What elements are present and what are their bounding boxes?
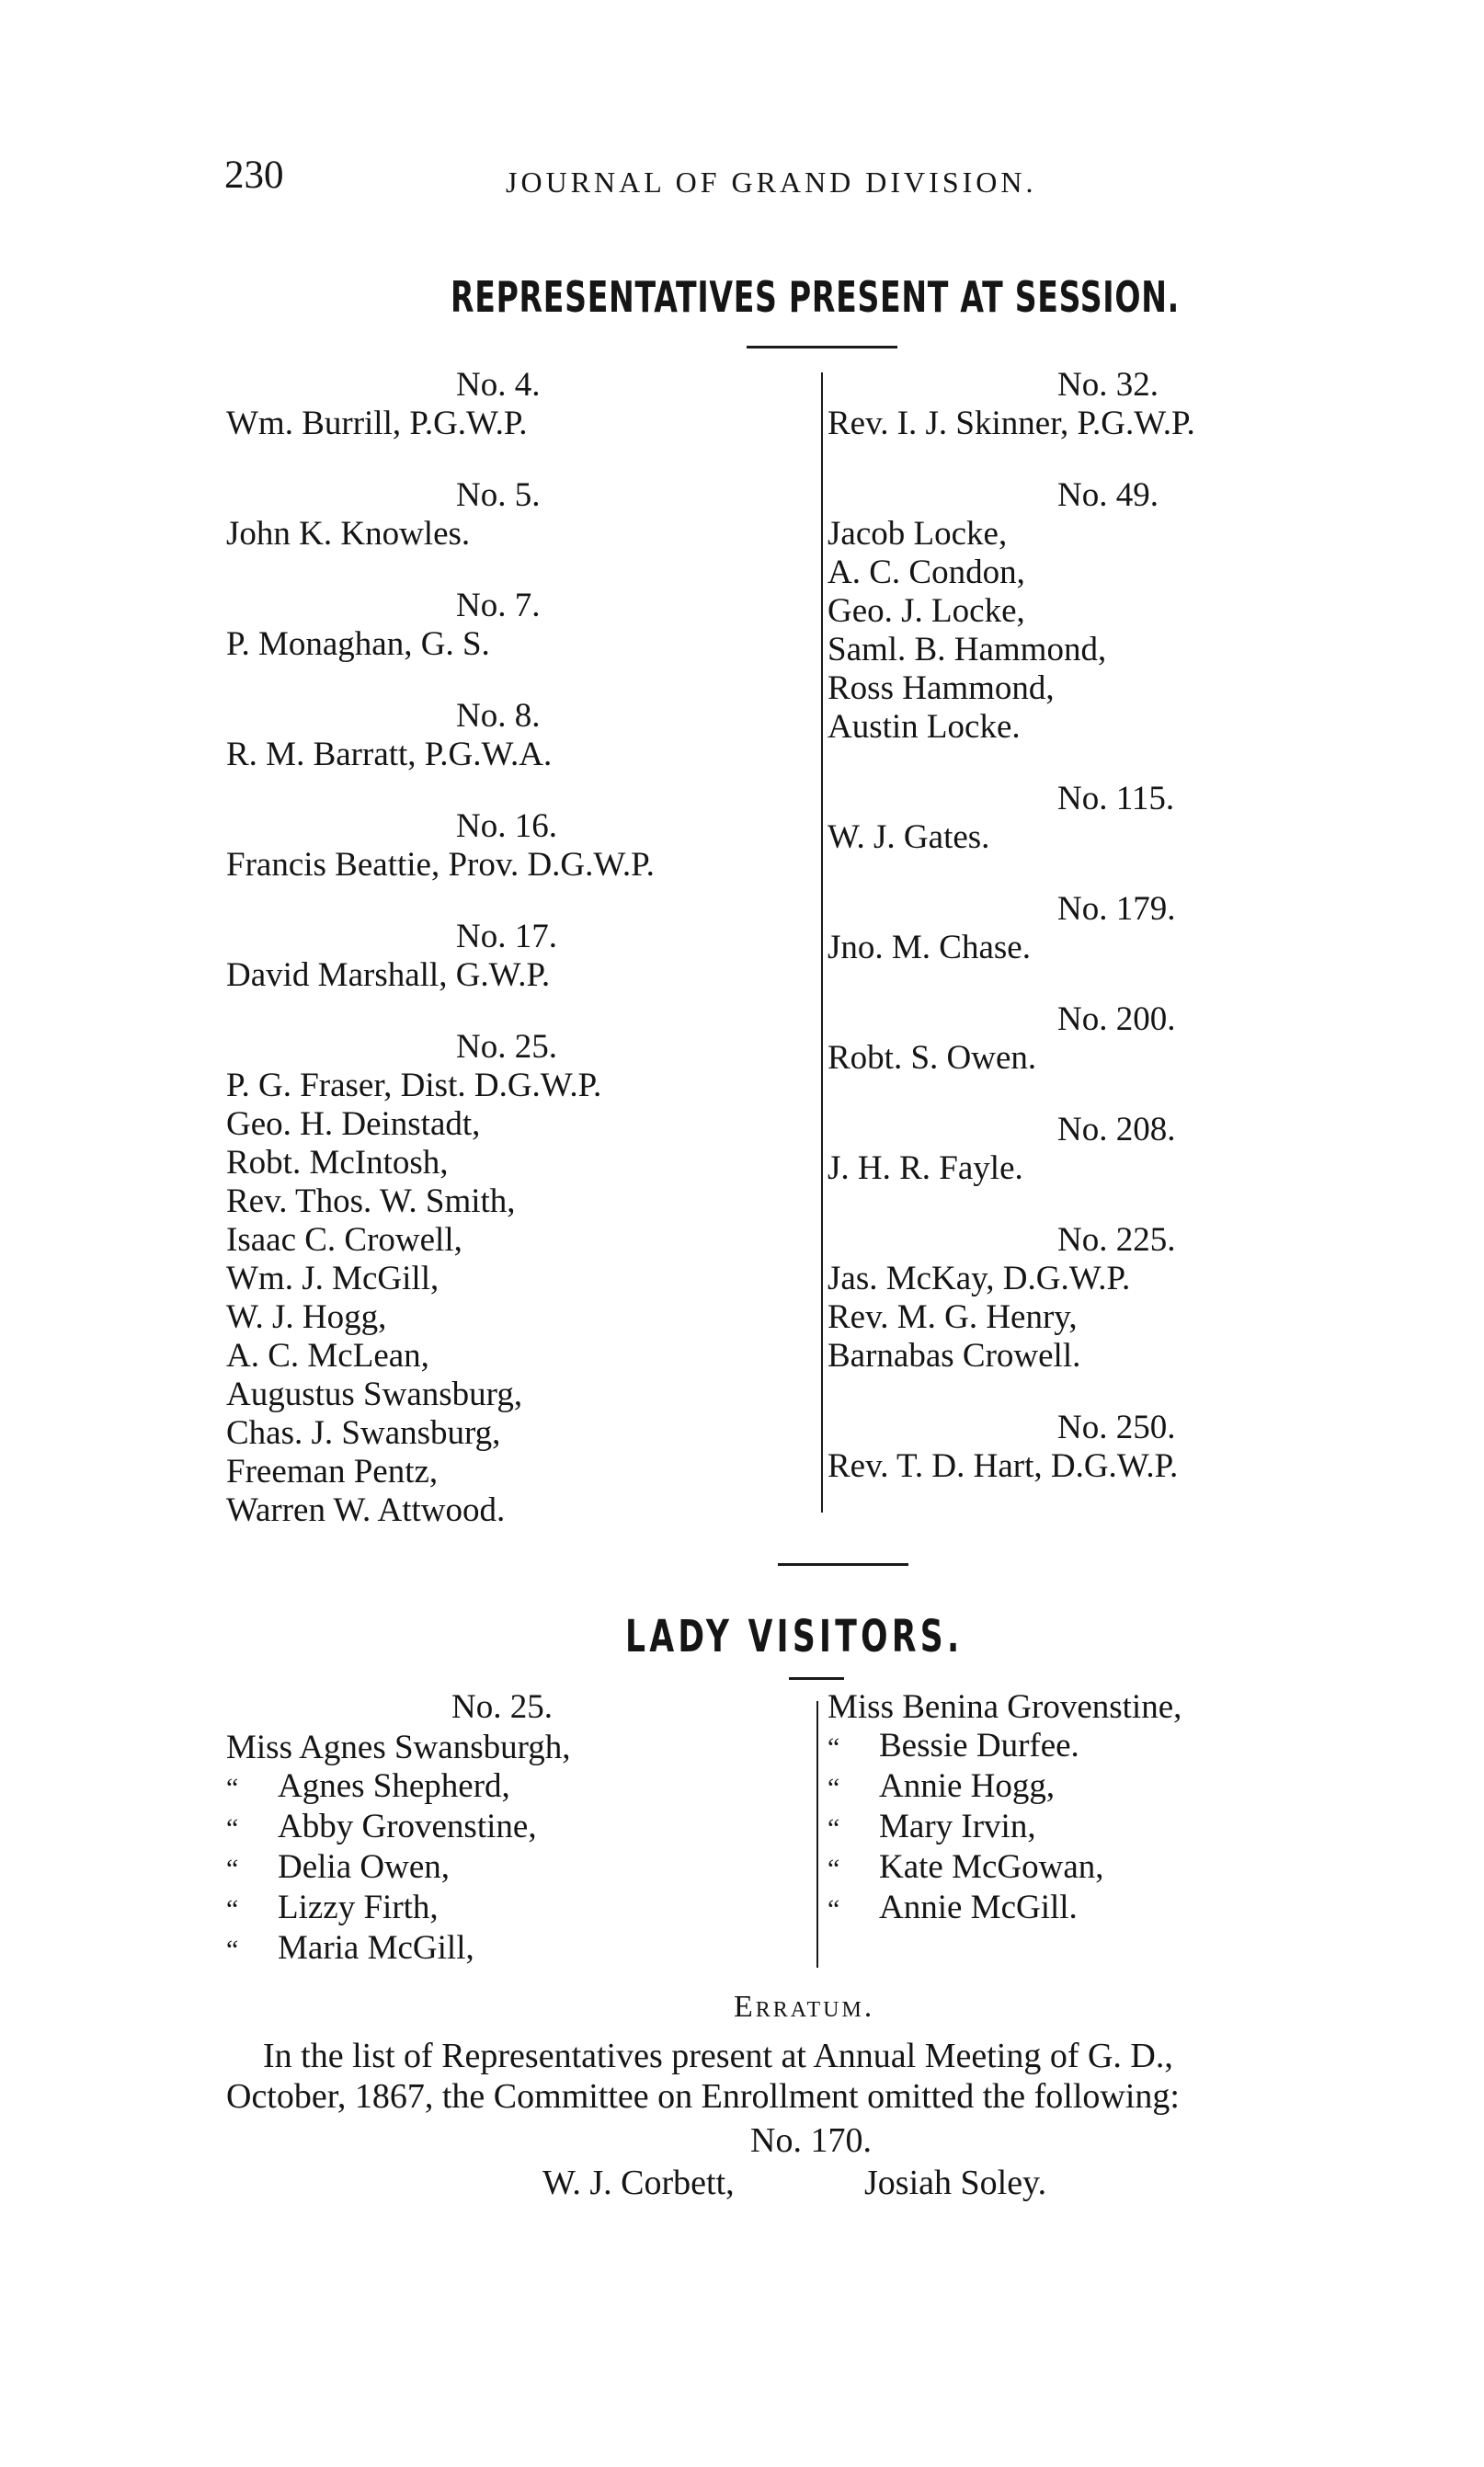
lady-title-rule [789, 1677, 844, 1680]
list-item [226, 1929, 796, 1970]
column-divider [821, 372, 823, 1513]
list-item [226, 1808, 796, 1848]
page-number: 230 [224, 154, 284, 197]
representative-name: Barnabas Crowell. [828, 1337, 1081, 1375]
representative-name: John K. Knowles. [226, 515, 471, 553]
division-number: No. 7. [456, 587, 541, 624]
representative-name: Jacob Locke, [828, 515, 1008, 553]
representative-name: Augustus Swansburg, [226, 1376, 523, 1413]
erratum-division-number: No. 170. [750, 2121, 872, 2160]
lady-division-number: No. 25. [451, 1688, 553, 1726]
visitor-name: Maria McGill, [278, 1929, 474, 1967]
visitor-name: Annie McGill. [879, 1889, 1078, 1926]
visitor-name: Bessie Durfee. [879, 1727, 1079, 1765]
list-item: Miss Agnes Swansburgh, [226, 1729, 571, 1766]
visitor-name: Agnes Shepherd, [278, 1767, 510, 1805]
list-item [828, 1848, 1398, 1889]
representative-name: Jno. M. Chase. [828, 929, 1031, 966]
division-number: No. 208. [1057, 1111, 1176, 1148]
representative-name: Wm. J. McGill, [226, 1260, 439, 1297]
division-number: No. 250. [1057, 1409, 1176, 1446]
representative-name: Rev. I. J. Skinner, P.G.W.P. [828, 405, 1195, 442]
representative-name: Robt. S. Owen. [828, 1039, 1037, 1077]
erratum-line-1: In the list of Representatives present at Annual Meeting of G. D., [263, 2037, 1173, 2075]
division-number: No. 32. [1057, 366, 1159, 404]
ditto-mark: “ [828, 1732, 840, 1763]
running-title: JOURNAL OF GRAND DIVISION. [506, 166, 1037, 199]
ditto-mark: “ [226, 1813, 239, 1844]
list-item [226, 1767, 796, 1808]
lady-visitors-right-column [828, 1688, 1398, 1929]
list-item [828, 1727, 1398, 1767]
representative-name: David Marshall, G.W.P. [226, 956, 551, 994]
representative-name: A. C. Condon, [828, 554, 1025, 591]
section-rule [778, 1563, 908, 1566]
visitor-name: Delia Owen, [278, 1848, 450, 1886]
division-number: No. 179. [1057, 890, 1176, 928]
representatives-title: REPRESENTATIVES PRESENT AT SESSION. [451, 272, 1180, 322]
representative-name: Freeman Pentz, [226, 1453, 439, 1490]
lady-visitors-left-column [226, 1688, 796, 1970]
ditto-mark: “ [226, 1773, 239, 1803]
representatives-right-column [828, 366, 1416, 1486]
visitor-name: Lizzy Firth, [278, 1889, 439, 1926]
representative-name: P. Monaghan, G. S. [226, 625, 490, 663]
representative-name: Rev. Thos. W. Smith, [226, 1182, 516, 1220]
representative-name: Austin Locke. [828, 708, 1021, 746]
list-item [828, 1889, 1398, 1929]
list-item [828, 1767, 1398, 1808]
division-number: No. 200. [1057, 1000, 1176, 1038]
representative-name: Isaac C. Crowell, [226, 1221, 462, 1259]
representative-name: Wm. Burrill, P.G.W.P. [226, 405, 528, 442]
division-number: No. 225. [1057, 1221, 1176, 1259]
erratum-title: Erratum. [734, 1990, 875, 2024]
title-rule [747, 346, 897, 348]
division-number: No. 17. [456, 918, 557, 955]
list-item [226, 1848, 796, 1889]
representative-name: Geo. J. Locke, [828, 592, 1025, 630]
erratum-name: W. J. Corbett, [542, 2164, 735, 2202]
representative-name: R. M. Barratt, P.G.W.A. [226, 736, 553, 773]
representative-name: W. J. Hogg, [226, 1298, 387, 1336]
ditto-mark: “ [226, 1894, 239, 1924]
representative-name: Warren W. Attwood. [226, 1491, 506, 1529]
visitor-name: Kate McGowan, [879, 1848, 1104, 1886]
division-number: No. 16. [456, 807, 557, 845]
visitor-name: Abby Grovenstine, [278, 1808, 537, 1845]
ditto-mark: “ [828, 1773, 840, 1803]
list-item [828, 1808, 1398, 1848]
division-number: No. 4. [456, 366, 541, 404]
division-number: No. 25. [456, 1028, 557, 1066]
representative-name: J. H. R. Fayle. [828, 1149, 1023, 1187]
representative-name: Robt. McIntosh, [226, 1144, 449, 1182]
representative-name: Jas. McKay, D.G.W.P. [828, 1260, 1131, 1297]
erratum-line-2: October, 1867, the Committee on Enrollment omitted the following: [226, 2077, 1180, 2116]
ditto-mark: “ [828, 1894, 840, 1924]
representative-name: Ross Hammond, [828, 669, 1055, 707]
representatives-left-column [226, 366, 805, 1530]
division-number: No. 115. [1057, 780, 1175, 817]
ditto-mark: “ [828, 1854, 840, 1884]
lady-column-divider [816, 1701, 818, 1968]
division-number: No. 8. [456, 697, 541, 735]
representative-name: Saml. B. Hammond, [828, 631, 1107, 668]
representative-name: A. C. McLean, [226, 1337, 429, 1375]
visitor-name: Annie Hogg, [879, 1767, 1056, 1805]
list-item: Miss Benina Grovenstine, [828, 1688, 1182, 1726]
representative-name: Rev. M. G. Henry, [828, 1298, 1078, 1336]
representative-name: Geo. H. Deinstadt, [226, 1105, 481, 1143]
ditto-mark: “ [226, 1935, 239, 1965]
division-number: No. 49. [1057, 476, 1159, 514]
list-item [226, 1889, 796, 1929]
representative-name: W. J. Gates. [828, 818, 990, 856]
representative-name: P. G. Fraser, Dist. D.G.W.P. [226, 1067, 602, 1104]
representative-name: Rev. T. D. Hart, D.G.W.P. [828, 1447, 1179, 1485]
ditto-mark: “ [226, 1854, 239, 1884]
visitor-name: Mary Irvin, [879, 1808, 1036, 1845]
ditto-mark: “ [828, 1813, 840, 1844]
lady-visitors-title: LADY VISITORS. [625, 1611, 964, 1662]
erratum-name: Josiah Soley. [864, 2164, 1047, 2202]
representative-name: Chas. J. Swansburg, [226, 1414, 501, 1452]
division-number: No. 5. [456, 476, 541, 514]
representative-name: Francis Beattie, Prov. D.G.W.P. [226, 846, 655, 884]
